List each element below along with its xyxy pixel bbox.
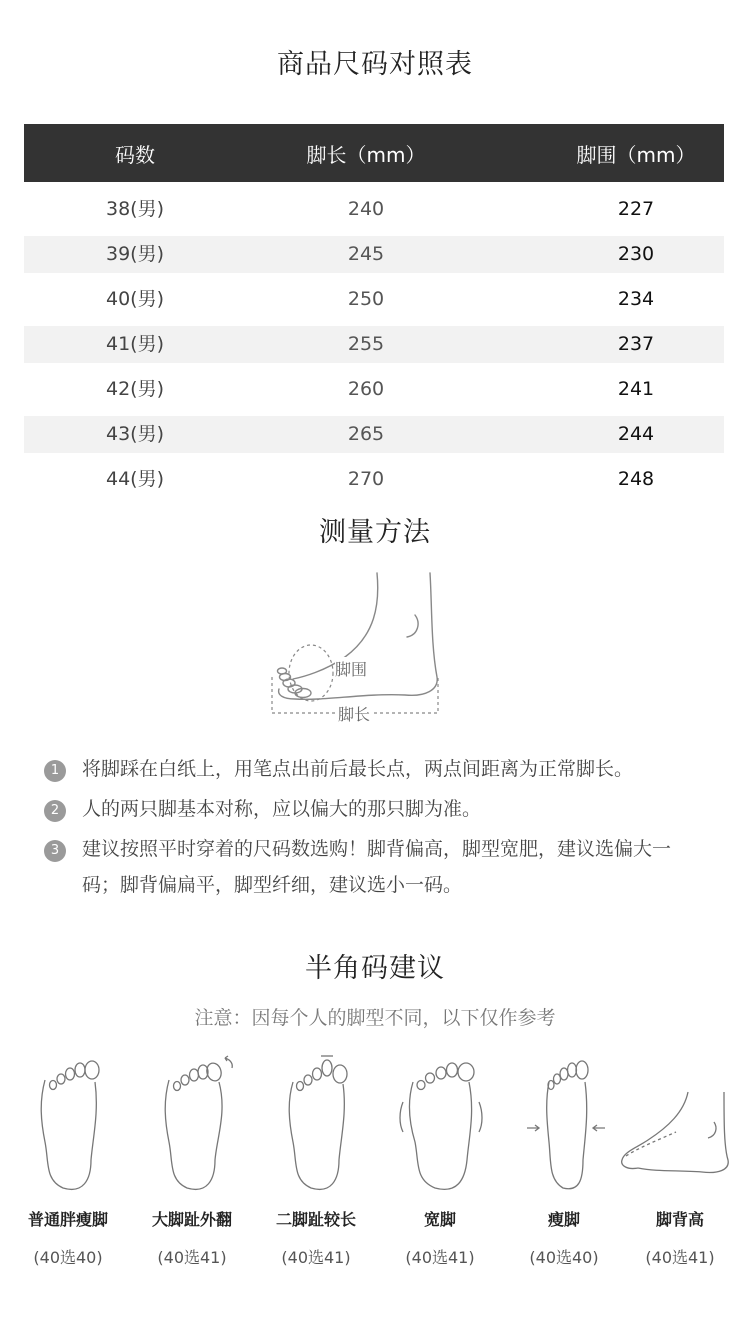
- cell-size: 39(男): [105, 243, 164, 265]
- cell-foot-length: 250: [347, 288, 385, 310]
- cell-foot-length: 245: [347, 243, 385, 265]
- foot-type-name: 二脚趾较长: [275, 1210, 356, 1229]
- foot-type-size: (40选40): [529, 1248, 599, 1267]
- cell-size: 40(男): [105, 288, 164, 310]
- step-number-badge: 1: [44, 760, 66, 782]
- cell-foot-length: 270: [347, 468, 385, 490]
- foot-type-item: [378, 1052, 502, 1268]
- size-table-header: [24, 124, 724, 182]
- foot-type-name: 大脚趾外翻: [151, 1210, 232, 1229]
- size-table-title: 商品尺码对照表: [277, 49, 473, 80]
- foot-type-name: 宽脚: [423, 1210, 456, 1229]
- foot-type-size: (40选41): [281, 1248, 351, 1267]
- measure-title: 测量方法: [319, 517, 431, 548]
- length-label: 脚长: [336, 702, 372, 725]
- long-second-toe-foot-icon: [271, 1052, 361, 1197]
- table-row: [24, 191, 724, 228]
- cell-size: 43(男): [105, 423, 164, 445]
- half-size-note: 注意：因每个人的脚型不同，以下仅作参考: [194, 1007, 556, 1029]
- cell-foot-girth: 248: [617, 468, 655, 490]
- table-row: [24, 236, 724, 273]
- high-instep-foot-icon: [618, 1052, 742, 1197]
- cell-size: 38(男): [105, 198, 164, 220]
- foot-type-item: [6, 1052, 130, 1268]
- narrow-foot-icon: [519, 1052, 609, 1197]
- table-row: [24, 326, 724, 363]
- foot-type-name: 瘦脚: [547, 1210, 580, 1229]
- foot-type-item: [618, 1052, 742, 1268]
- cell-foot-girth: 241: [617, 378, 655, 400]
- foot-type-item: [130, 1052, 254, 1268]
- measure-step: [44, 757, 724, 787]
- cell-foot-girth: 237: [617, 333, 655, 355]
- step-number-badge: 3: [44, 840, 66, 862]
- step-number-badge: 2: [44, 800, 66, 822]
- table-row: [24, 461, 724, 498]
- table-row: [24, 416, 724, 453]
- step-text: 将脚踩在白纸上，用笔点出前后最长点，两点间距离为正常脚长。: [82, 758, 634, 780]
- cell-foot-length: 265: [347, 423, 385, 445]
- measure-step: [44, 837, 684, 903]
- cell-foot-girth: 230: [617, 243, 655, 265]
- step-text: 建议按照平时穿着的尺码数选购！脚背偏高，脚型宽肥，建议选偏大一码；脚背偏扁平，脚型纤细，建议选小一码。: [82, 838, 672, 896]
- header-size: 码数: [115, 142, 155, 167]
- header-foot-length: 脚长（mm）: [306, 142, 426, 167]
- cell-size: 41(男): [105, 333, 164, 355]
- foot-type-size: (40选41): [157, 1248, 227, 1267]
- foot-type-size: (40选40): [33, 1248, 103, 1267]
- measure-step: [44, 797, 724, 827]
- table-row: [24, 281, 724, 318]
- foot-type-item: [254, 1052, 378, 1268]
- foot-type-name: 脚背高: [655, 1210, 704, 1229]
- foot-type-name: 普通胖瘦脚: [27, 1210, 108, 1229]
- half-size-title: 半角码建议: [305, 953, 445, 984]
- foot-type-item: [502, 1052, 626, 1268]
- girth-label: 脚围: [335, 657, 367, 680]
- normal-foot-icon: [23, 1052, 113, 1197]
- cell-size: 44(男): [105, 468, 164, 490]
- header-foot-girth: 脚围（mm）: [576, 142, 696, 167]
- cell-foot-girth: 244: [617, 423, 655, 445]
- cell-foot-length: 255: [347, 333, 385, 355]
- foot-type-size: (40选41): [645, 1248, 715, 1267]
- step-text: 人的两只脚基本对称，应以偏大的那只脚为准。: [82, 798, 482, 820]
- cell-foot-girth: 227: [617, 198, 655, 220]
- cell-size: 42(男): [105, 378, 164, 400]
- cell-foot-length: 260: [347, 378, 385, 400]
- wide-foot-icon: [395, 1052, 485, 1197]
- cell-foot-length: 240: [347, 198, 385, 220]
- cell-foot-girth: 234: [617, 288, 655, 310]
- foot-measure-illustration: [255, 565, 455, 725]
- table-row: [24, 371, 724, 408]
- foot-type-size: (40选41): [405, 1248, 475, 1267]
- bunion-foot-icon: [147, 1052, 237, 1197]
